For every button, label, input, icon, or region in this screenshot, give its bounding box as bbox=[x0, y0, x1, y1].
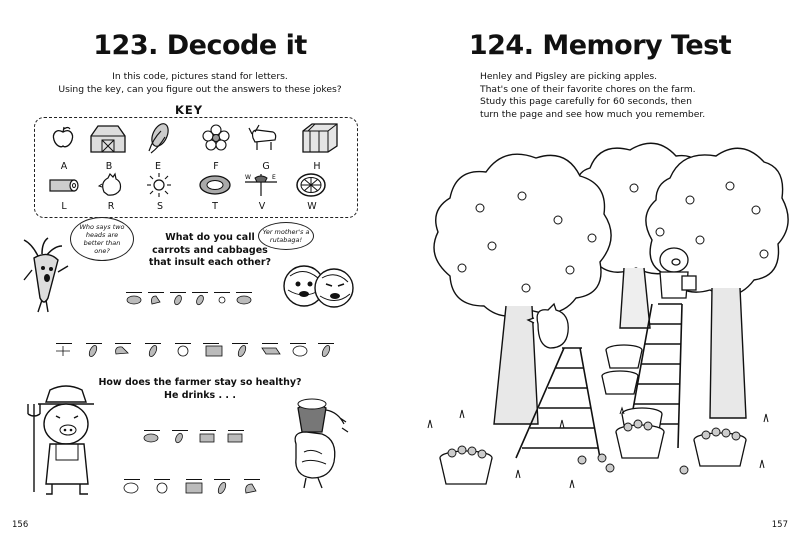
weathervane-icon bbox=[243, 170, 279, 198]
answer-blank bbox=[318, 334, 334, 344]
rooster-icon bbox=[96, 170, 126, 200]
question-1-line2: carrots and cabbages bbox=[152, 244, 268, 256]
carrot-speech-text: Who says two heads are better than one? bbox=[79, 223, 125, 255]
answer-blank bbox=[144, 421, 160, 431]
page-number-right: 157 bbox=[771, 520, 788, 530]
answer-blank bbox=[170, 283, 186, 293]
wagon-wheel-icon bbox=[294, 170, 328, 200]
answer-blank bbox=[172, 421, 188, 431]
page-title-decode: 123. Decode it bbox=[93, 30, 307, 61]
answer-2-word2-clues bbox=[122, 481, 262, 495]
answer-2-word1-clues bbox=[142, 432, 252, 444]
answer-1-word1-clues bbox=[124, 294, 258, 306]
key-letter-t: T bbox=[212, 201, 218, 212]
key-letter-g: G bbox=[262, 161, 270, 172]
key-letter-l: L bbox=[61, 201, 67, 212]
log-icon bbox=[46, 172, 80, 198]
answer-blank bbox=[214, 470, 230, 480]
key-letter-b: B bbox=[105, 161, 113, 172]
key-letter-a: A bbox=[60, 161, 68, 172]
corn-icon bbox=[143, 121, 173, 155]
question-1-line1: What do you call bbox=[165, 232, 255, 243]
answer-blank bbox=[126, 283, 142, 293]
tree-trunk-right bbox=[710, 288, 746, 418]
carrot-speech-bubble bbox=[70, 217, 134, 261]
page-title-memory: 124. Memory Test bbox=[468, 30, 732, 61]
key-letter-f: F bbox=[213, 161, 219, 172]
decode-intro-line2: Using the key, can you figure out the answers to these jokes? bbox=[58, 83, 342, 95]
memory-intro-line2: That's one of their favorite chores on the farm. bbox=[480, 83, 696, 95]
answer-blank bbox=[124, 470, 140, 480]
answer-1-word2-clues bbox=[54, 344, 344, 358]
question-1-line3: that insult each other? bbox=[148, 257, 272, 268]
apple-icon bbox=[50, 124, 76, 150]
memory-intro-line3: Study this page carefully for 60 seconds, then bbox=[480, 96, 692, 107]
cabbage-speech-bubble bbox=[258, 222, 314, 250]
barn-icon bbox=[88, 122, 128, 154]
farmer-pig-illustration bbox=[22, 380, 114, 498]
answer-blank bbox=[192, 283, 208, 293]
decode-intro bbox=[0, 71, 400, 96]
key-letter-r: R bbox=[107, 201, 115, 212]
tire-icon bbox=[198, 173, 232, 197]
chicken-drinking-illustration bbox=[282, 392, 362, 494]
hay-bale-icon bbox=[300, 121, 340, 153]
answer-blank bbox=[200, 421, 216, 431]
answer-blank bbox=[145, 334, 161, 344]
answer-blank bbox=[175, 334, 191, 344]
key-letter-w: W bbox=[307, 201, 317, 212]
answer-blank bbox=[236, 283, 252, 293]
tree-trunk-left bbox=[494, 306, 538, 424]
memory-intro-line1: Henley and Pigsley are picking apples. bbox=[480, 71, 658, 82]
answer-blank bbox=[214, 283, 230, 293]
key-label: KEY bbox=[175, 103, 204, 117]
cabbage-speech-text: Yer mother's a rutabaga! bbox=[262, 228, 310, 244]
answer-blank bbox=[228, 421, 244, 431]
carrot-character-illustration bbox=[18, 236, 74, 316]
answer-blank bbox=[290, 334, 306, 344]
key-letter-h: H bbox=[313, 161, 321, 172]
question-2-line2: He drinks . . . bbox=[164, 389, 236, 401]
key-letter-v: V bbox=[258, 201, 266, 212]
question-2-line1: How does the farmer stay so healthy? bbox=[98, 377, 302, 388]
flower-icon bbox=[202, 124, 230, 152]
answer-blank bbox=[244, 470, 260, 480]
answer-blank bbox=[86, 334, 102, 344]
answer-blank bbox=[232, 334, 248, 344]
cabbage-characters-illustration bbox=[280, 256, 360, 316]
tree-crown-left bbox=[434, 154, 611, 316]
svg-text:E: E bbox=[272, 174, 276, 181]
answer-blank bbox=[186, 470, 202, 480]
answer-blank bbox=[154, 470, 170, 480]
answer-blank bbox=[203, 334, 219, 344]
page-number-left: 156 bbox=[12, 520, 29, 530]
answer-blank bbox=[148, 283, 164, 293]
answer-blank bbox=[115, 334, 131, 344]
tree-trunk-back bbox=[620, 268, 650, 328]
answer-blank bbox=[262, 334, 278, 344]
right-page bbox=[400, 0, 800, 536]
goat-icon bbox=[247, 122, 281, 152]
apple-orchard-illustration bbox=[420, 128, 790, 498]
answer-blank bbox=[56, 334, 72, 344]
key-letter-s: S bbox=[156, 201, 164, 212]
memory-intro bbox=[480, 71, 790, 121]
apple-baskets bbox=[440, 345, 746, 484]
key-letter-e: E bbox=[154, 161, 161, 172]
memory-intro-line4: turn the page and see how much you remember. bbox=[480, 108, 706, 120]
decode-intro-line1: In this code, pictures stand for letters. bbox=[112, 71, 288, 82]
svg-text:W: W bbox=[245, 174, 251, 181]
sun-icon bbox=[146, 172, 172, 198]
question-2 bbox=[90, 377, 310, 402]
